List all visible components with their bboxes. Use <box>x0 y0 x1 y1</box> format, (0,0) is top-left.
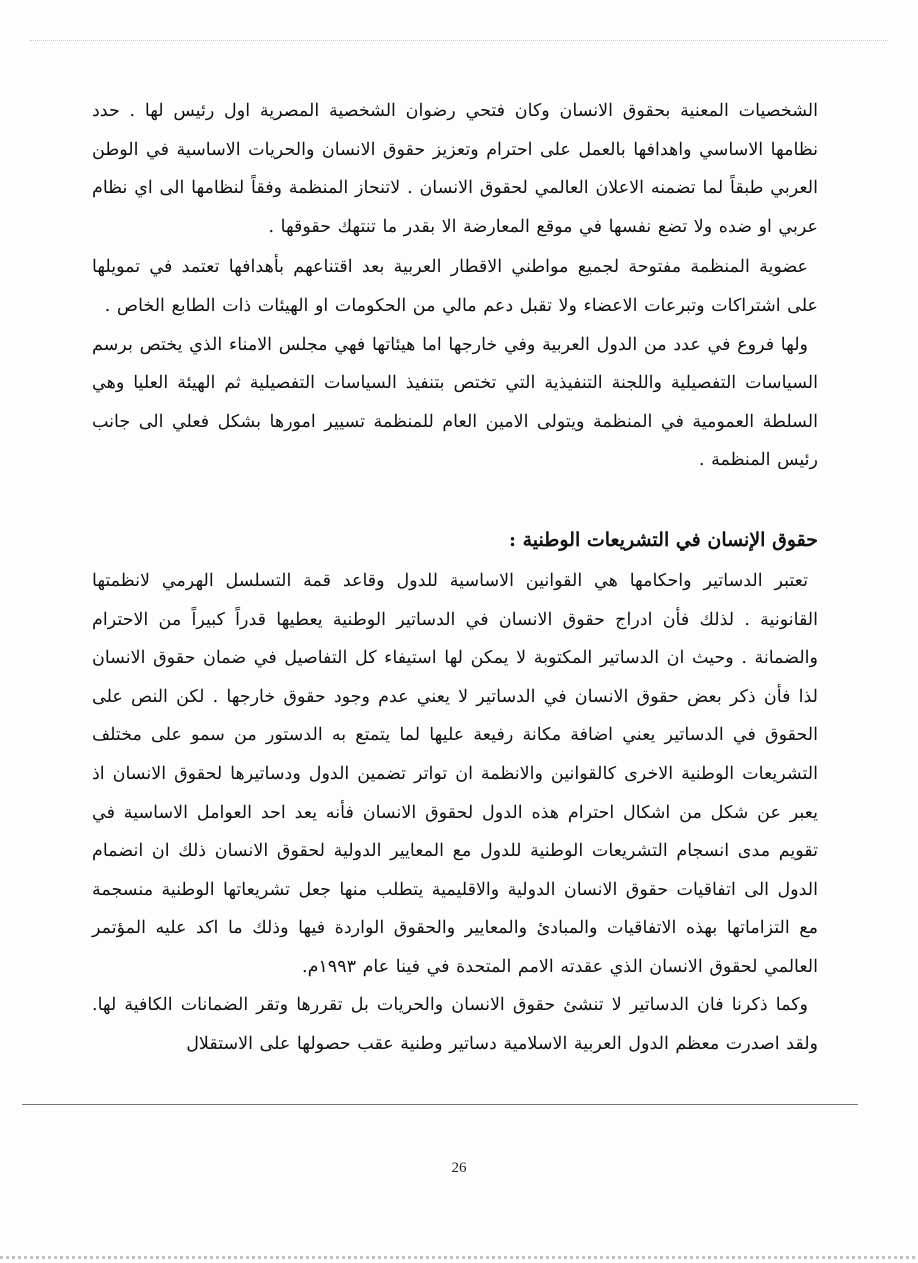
strikethrough-rule-line <box>22 1104 858 1105</box>
page-body <box>92 92 818 1064</box>
paragraph-membership: عضوية المنظمة مفتوحة لجميع مواطني الاقطار العربية بعد اقتناعهم بأهدافها تعتمد في تمويلها على اشتراكات وتبرعات الاعضاء ولا تقبل دعم مالي من الحكومات او الهيئات ذات الطابع الخاص . <box>92 257 818 316</box>
paragraph-constitutions-continued: وكما ذكرنا فان الدساتير لا تنشئ حقوق الانسان والحريات بل تقررها وتقر الضمانات الكافية لها. ولقد اصدرت معظم الدول العربية الاسلامية دساتير وطنية عقب حصولها على الاستقلال <box>92 995 818 1055</box>
paragraph-constitutions: تعتبر الدساتير واحكامها هي القوانين الاساسية للدول وقاعد قمة التسلسل الهرمي لانظمتها القانونية . لذلك فأن ادراج حقوق الانسان في الدساتير الوطنية يعطيها قدراً كبيراً من الاحترام والضمانة . وحيث ان الدساتير المكتوبة لا يمكن لها استيفاء كل التفاصيل في ضمان حقوق الانسان لذا فأن ذكر بعض حقوق الانسان في الدساتير لا يعني عدم وجود حقوق خارجها . لكن النص على الحقوق في الدساتير يعني اضافة مكانة رفيعة عليها لما يتمتع به الدستور من سمو على مختلف التشريعات الوطنية الاخرى كالقوانين والانظمة ان تواتر تضمين الدول ودساتيرها لحقوق الانسان اذ يعبر عن شكل من اشكال احترام هذه الدول لحقوق الانسان فأنه يعد احد العوامل الاساسية في تقويم مدى انسجام التشريعات الوطنية للدول مع المعايير الدولية لحقوق الانسان ذلك ان انضمام الدول الى اتفاقيات حقوق الانسان الدولية والاقليمية يتطلب منها جعل تشريعاتها الوطنية منسجمة مع التزاماتها بهذه الاتفاقيات والمبادئ والمعايير والحقوق الواردة فيها وذلك ما اكد عليه المؤتمر العالمي لحقوق الانسان الذي عقدته الامم المتحدة في فينا عام ١٩٩٣م. <box>92 570 819 977</box>
paragraph-branches: ولها فروع في عدد من الدول العربية وفي خارجها اما هيئاتها فهي مجلس الامناء الذي يختص برسم السياسات التفصيلية واللجنة التنفيذية التي تختص بتنفيذ السياسات التفصيلية ثم الهيئة العليا وهي السلطة العمومية في المنظمة ويتولى الامين العام للمنظمة تسيير امورها بشكل فعلي الى جانب رئيس المنظمة . <box>92 334 818 471</box>
scan-artifact-bottom-edge <box>0 1256 918 1259</box>
paragraph-organization-founding: الشخصيات المعنية بحقوق الانسان وكان فتحي رضوان الشخصية المصرية اول رئيس لها . حدد نظامها الاساسي واهدافها بالعمل على احترام وتعزيز حقوق الانسان والحريات الاساسية في الوطن العربي طبقاً لما تضمنه الاعلان العالمي لحقوق الانسان . لاتنحاز المنظمة وفقاً لنظامها الى اي نظام عربي او ضده ولا تضع نفسها في موقع المعارضة الا بقدر ما تنتهك حقوقها . <box>92 101 818 237</box>
section-heading: حقوق الإنسان في التشريعات الوطنية : <box>508 528 818 551</box>
page-number: 26 <box>451 1160 467 1176</box>
scan-artifact-top-line <box>30 40 888 41</box>
